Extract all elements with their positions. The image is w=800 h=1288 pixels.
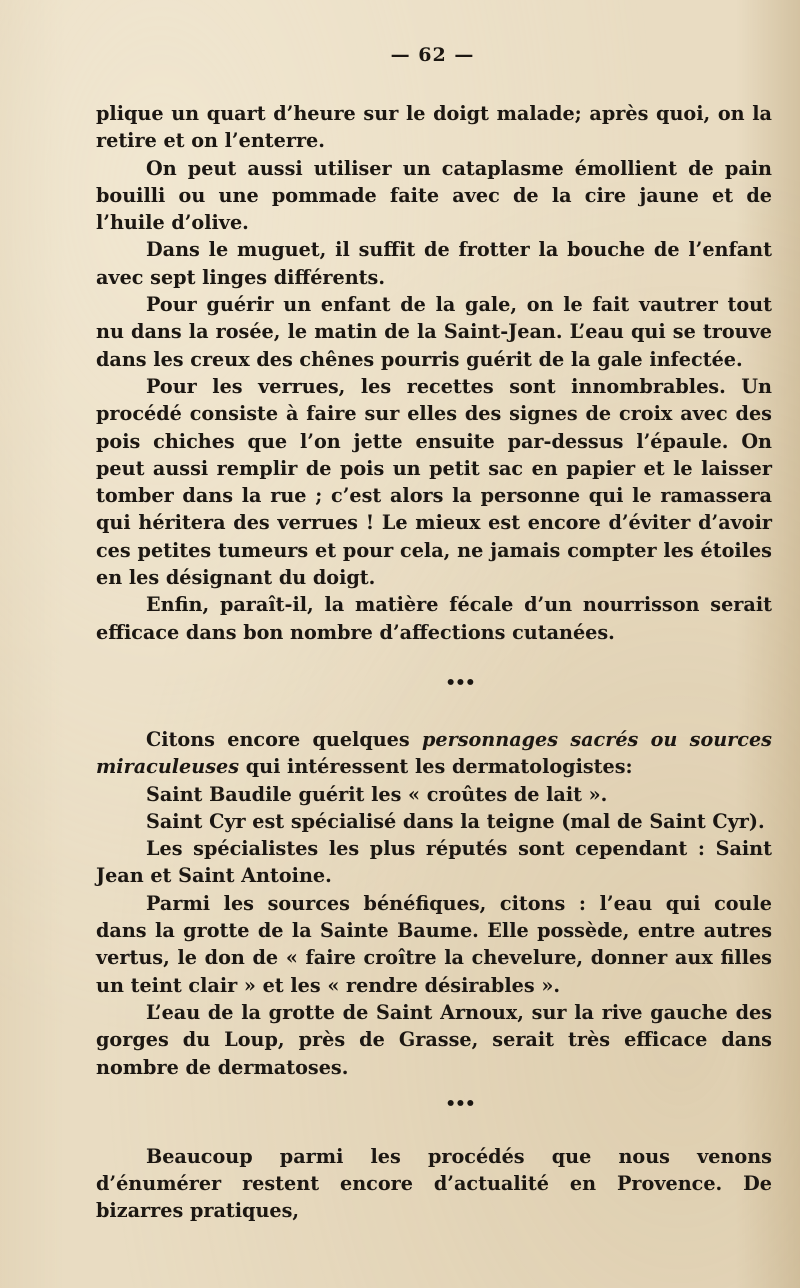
paragraph: plique un quart d’heure sur le doigt malade; après quoi, on la retire et on l’enterre. [96,102,772,153]
paragraph: Pour guérir un enfant de la gale, on le fait vautrer tout nu dans la rosée, le matin de la Saint-Jean. L’eau qui se trouve dans les creux des chênes pourris guérit de la gale infectée. [96,293,772,371]
section-separator [96,1095,772,1113]
paragraph: On peut aussi utiliser un cataplasme émollient de pain bouilli ou une pommade faite avec de la cire jaune et de l’huile d’olive. [96,156,772,235]
paragraph: Pour les verrues, les recettes sont innombrables. Un procédé consiste à faire sur elles des signes de croix avec des pois chiches que l’on jette ensuite par-dessus l’épaule. On peut aussi remplir de pois un petit sac en papier et le laisser tomber dans la rue ; c’est alors la personne qui le ramassera qui héritera des verrues ! Le mieux est encore d’éviter d’avoir ces petites tumeurs et pour cela, ne jamais compter les étoiles en les désignant du doigt. [96,374,772,590]
paragraph: L’eau de la grotte de Saint Arnoux, sur la rive gauche des gorges du Loup, près de Grasse, serait très efficace dans nombre de dermatoses. [96,1000,772,1079]
paragraph: Enfin, paraît-il, la matière fécale d’un nourrisson serait efficace dans bon nombre d’affections cutanées. [96,593,772,644]
paragraph: Dans le muguet, il suffit de frotter la bouche de l’enfant avec sept linges différents. [96,238,772,289]
paragraph: Saint Cyr est spécialisé dans la teigne (mal de Saint Cyr). [146,809,765,833]
intro-text-end: qui intéressent les dermatologistes: [239,755,633,779]
separator-glyph: ••• [445,1093,475,1114]
paragraph: Saint Baudile guérit les « croûtes de lait ». [146,782,608,806]
intro-italic: personnages sacrés ou sources miraculeuses [96,727,772,779]
page-number: — 62 — [390,44,475,66]
paragraph [96,726,772,781]
paragraph: Les spécialistes les plus réputés sont cependant : Saint Jean et Saint Antoine. [96,837,772,888]
paragraph: Beaucoup parmi les procédés que nous venons d’énumérer restent encore d’actualité en Provence. De bizarres pratiques, [96,1144,772,1223]
section-separator [96,674,772,692]
paragraph: Parmi les sources bénéfiques, citons : l’eau qui coule dans la grotte de la Sainte Baume. Elle possède, entre autres vertus, le don de « faire croître la chevelure, donner aux filles un teint clair » et les « rendre désirables ». [96,891,772,997]
intro-text: Citons encore quelques [146,727,422,751]
body-text [96,100,772,1225]
separator-glyph: ••• [445,672,475,693]
